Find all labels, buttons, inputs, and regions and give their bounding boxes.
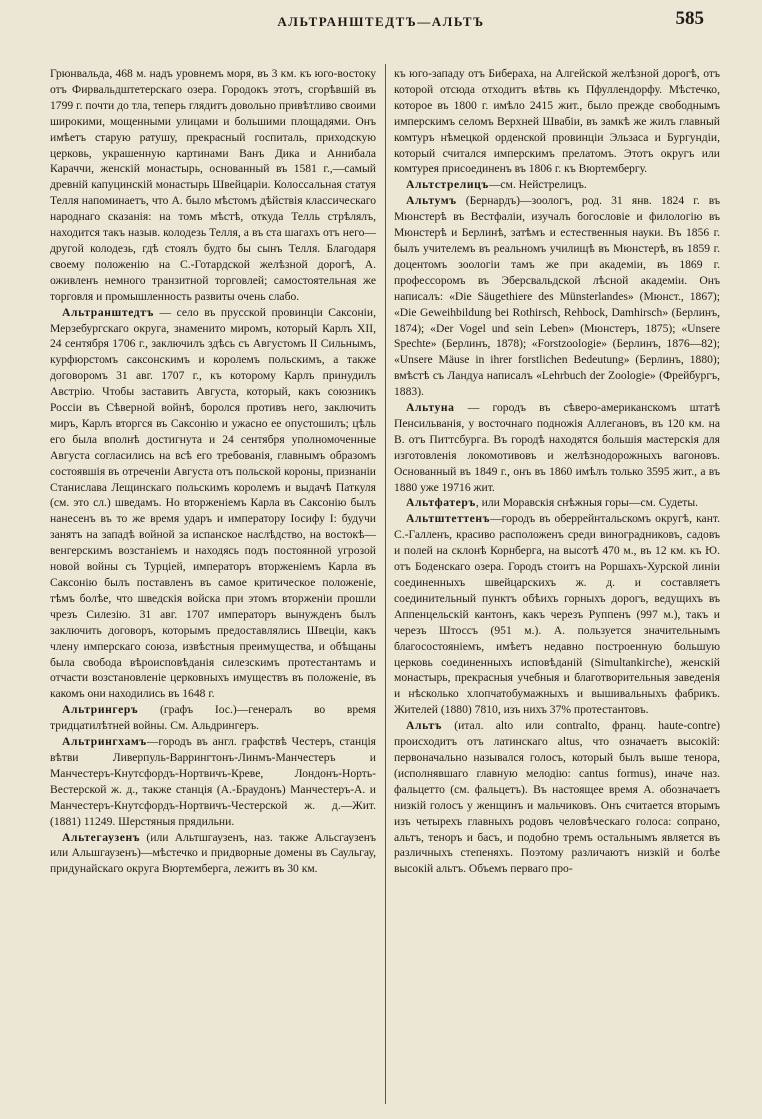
right-column — [394, 66, 720, 1106]
column-divider — [385, 64, 386, 1104]
entry-text: — городъ въ сѣверо-американскомъ штатѣ Пенсильванія, у восточнаго подножія Аллегановъ, въ 120 км. на В. отъ Питтсбурга. Въ городѣ находятся большія мастерскія для изготовленія локомотивовъ и желѣзнодорожныхъ вагоновъ. Основанный въ 1849 г., онъ въ 1860 имѣлъ только 3595 жит., а въ 1880 уже 19716 жит. — [394, 401, 720, 494]
headword: Альтранштедтъ — [62, 305, 154, 319]
article-entry — [394, 193, 720, 400]
article-entry — [394, 177, 720, 193]
article-entry — [50, 66, 376, 305]
headword: Альтрингеръ — [62, 703, 139, 717]
headword: Альтрингхамъ — [62, 735, 147, 749]
article-entry — [394, 718, 720, 877]
entry-text: — село въ прусской провинціи Саксоніи, Мерзебургскаго округа, знаменито миромъ, который Карлъ XII, 24 сентября 1706 г., заключилъ здѣсь съ Августомъ II Сильнымъ, курфюрстомъ саксонскимъ и королемъ польскимъ, а также договоромъ 31 авг. 1707 г., къ которому Карлъ принудилъ Австрію. Чтобы заставить Августа, который, какъ союзникъ Россіи въ Сѣверной войнѣ, боролся противъ него, заключить миръ, Карлъ вторгся въ Саксонію и ужасно ее опустошилъ; цѣль его была вполнѣ достигнута и 24 сентября уполномоченные Августа согласились на всѣ его требованія, главнымъ образомъ состоявшія въ отреченіи Августа отъ польской короны, признаніи Станислава Лещинскаго польскимъ королемъ и выдачѣ Паткуля (см. это сл.) шведамъ. Но вторженіемъ Карла въ Саксонію былъ нанесенъ въ то же время ударъ и императору Іосифу I: будучи занятъ на западѣ войной за испанское наслѣдство, на востокѣ—венгерскимъ возстаніемъ и находясь подъ постоянной угрозой новой войны съ Турціей, императоръ вторженіемъ Карла въ Саксонію былъ поставленъ въ самое критическое положеніе, тѣмъ болѣе, что шведскія войска при этомъ вторженіи прошли чрезъ Силезію. 31 авг. 1707 императоръ вынужденъ былъ заключить договоръ, которымъ предоставлялись Швеціи, какъ члену имперскаго союза, извѣстныя преимущества, и обѣщаны была свобода вѣроисповѣданія силезскимъ протестантамъ и отчасти возстановленіе церковныхъ имуществъ въ положеніе, въ какомъ они находились въ 1648 г. — [50, 305, 376, 701]
headword: Альтъ — [406, 719, 443, 733]
article-entry — [394, 400, 720, 495]
headword: Альтегаузенъ — [62, 830, 141, 844]
entry-text: (итал. alto или contralto, франц. haute-contre) происходитъ отъ латинскаго altus, что означаетъ высокій: первоначально назывался голосъ, который былъ выше тенора, (исполнявшаго главную мелодію: cantus formus), иначе наз. фальцетто (см. фальцетъ). Въ настоящее время А. обозначаетъ низкій голосъ у женщинъ и мальчиковъ. Онъ считается вторымъ изъ четырехъ главныхъ родовъ человѣческаго голоса: сопрано, альтъ, теноръ и басъ, и подобно тремъ остальнымъ является въ различныхъ степеняхъ. Поэтому различаютъ низкій и болѣе высокій альтъ. Объемъ перваго про- — [394, 719, 720, 876]
headword: Альтумъ — [406, 194, 457, 208]
article-entry — [50, 305, 376, 703]
article-entry — [394, 66, 720, 177]
headword: Альтстрелицъ — [406, 178, 489, 192]
article-entry — [50, 830, 376, 878]
entry-text: , или Моравскія снѣжныя горы—см. Судеты. — [475, 496, 699, 510]
entry-text: —см. Нейстрелицъ. — [488, 178, 587, 192]
left-column — [50, 66, 376, 1106]
entry-text: (графъ Іос.)—генералъ во время тридцатилѣтней войны. См. Альдрингеръ. — [50, 703, 376, 733]
article-entry — [50, 734, 376, 829]
entry-text: къ юго-западу отъ Бибераха, на Алгейской желѣзной дорогѣ, отъ которой отсюда отходитъ вѣтвь къ Пфуллендорфу. Мѣстечко, которое въ 1800 г. имѣло 2415 жит., было прежде свободнымъ имперскимъ селомъ Верхней Швабіи, въ замкѣ же жилъ главный комтуръ нѣмецкой орденской провинціи Эльзаса и Бургундіи, который считался имперскимъ прелатомъ. Этотъ округъ или комтурея присоединенъ въ 1806 г. къ Вюртембергу. — [394, 67, 720, 176]
entry-text: (Бернардъ)—зоологъ, род. 31 янв. 1824 г. въ Мюнстерѣ въ Вестфаліи, изучалъ богословіе и филологію въ Мюнстерѣ и Берлинѣ, затѣмъ и естественныя науки. Въ 1856 г. былъ учителемъ въ реальномъ училищѣ въ Мюнстерѣ, въ 1859 г. доцентомъ зоологіи тамъ же при академіи, въ 1869 г. профессоромъ въ Эберсвальдской лѣсной академіи. Онъ написалъ: «Die Säugethiere des Münsterlandes» (Мюнст., 1867); «Die Geweihbildung bei Rothirsch, Rehbock, Damhirsch» (Берлинъ, 1874); «Der Vogel und sein Leben» (Мюнстеръ, 1875); «Unsere Spechte» (Берлинъ, 1878); «Forstzoologie» (Берлинъ, 1876—82); «Unsere Mäuse in ihrer forstlichen Bedeutung» (Берлинъ, 1880); вмѣстѣ съ Ландуа написалъ «Lehrbuch der Zoologie» (Фрейбургъ, 1883). — [394, 194, 720, 399]
entry-text: —городъ въ оберрейнтальскомъ округѣ, кант. С.-Галленъ, красиво расположенъ среди виноградниковъ, садовъ и полей на склонѣ Корнберга, на высотѣ 470 м., въ 12 км. къ Ю. отъ Боденскаго озера. Городъ стоитъ на Роршахъ-Хурской линіи соединенныхъ швейцарскихъ ж. д. и составляетъ соединительный пунктъ обѣихъ горныхъ дорогъ, ведущихъ въ Аппенцельскій кантонъ, какъ черезъ Руппенъ (997 м.), такъ и черезъ Штоссъ (951 м.). А. пользуется значительнымъ благосостояніемъ, имѣетъ недавно построенную большую церковь соединенныхъ исповѣданій (Simultankirche), женскій монастырь, прекрасныя учебныя и благотворительныя заведенія и нѣсколько хлопчатобумажныхъ и вышивальныхъ фабрикъ. Жителей (1880) 7810, изъ нихъ 37% протестантовъ. — [394, 512, 720, 717]
article-entry — [50, 702, 376, 734]
running-header: АЛЬТРАНШТЕДТЪ—АЛЬТЪ — [277, 14, 485, 29]
article-entry — [394, 495, 720, 511]
article-entry — [394, 511, 720, 718]
page-number: 585 — [675, 8, 704, 29]
entry-text: Грюнвальда, 468 м. надъ уровнемъ моря, въ 3 км. къ юго-востоку отъ Фирвальдштетерскаго озера. Городокъ этотъ, сгорѣвшій въ 1799 г. почти до тла, теперь глядитъ довольно привѣтливо своими широкими, мощенными улицами и большими площадями. Онъ имѣетъ старую ратушу, прекрасный госпиталь, приходскую церковь, украшенную картинами Ванъ Дика и Аннибала Караччи, женскій монастырь, основанный въ 1581 г.,—самый древній капуцинскій монастырь Швейцаріи. Колоссальная статуя Телля напоминаетъ, что А. было мѣстомъ дѣйствія классическаго народнаго сказанія: на томъ мѣстѣ, откуда Телль стрѣлялъ, находится такъ назыв. колодезь Телля, а въ ста шагахъ отъ него—другой колодезь, гдѣ стоялъ будто бы сынъ Телля. Благодаря своему положенію на С.-Готардской желѣзной дорогѣ, А. оживленъ немного транзитной торговлей; самостоятельная же торговля и промышленность развиты очень слабо. — [50, 67, 376, 303]
headword: Альтштеттенъ — [406, 512, 491, 526]
entry-text: (или Альтшгаузенъ, наз. также Альсгаузенъ или Альшгаузенъ)—мѣстечко и придворные домены въ Саульгау, придунайскаго округа Вюртемберга, лежитъ въ 30 км. — [50, 830, 376, 876]
entry-text: —городъ въ англ. графствѣ Честеръ, станція вѣтви Ливерпуль-Варрингтонъ-Линмъ-Манчестеръ и Манчестеръ-Кнутсфордъ-Нортвичъ-Креве, Лондонъ-Норть-Вестерской ж. д., также станція (А.-Браудонъ) Манчестеръ-А. и Манчестеръ-Кнутсфордъ-Нортвичъ-Честерской ж. д.—Жит. (1881) 11249. Шерстяныя прядильни. — [50, 735, 376, 828]
headword: Альтфатеръ — [406, 496, 476, 510]
headword: Альтуна — [406, 401, 455, 415]
